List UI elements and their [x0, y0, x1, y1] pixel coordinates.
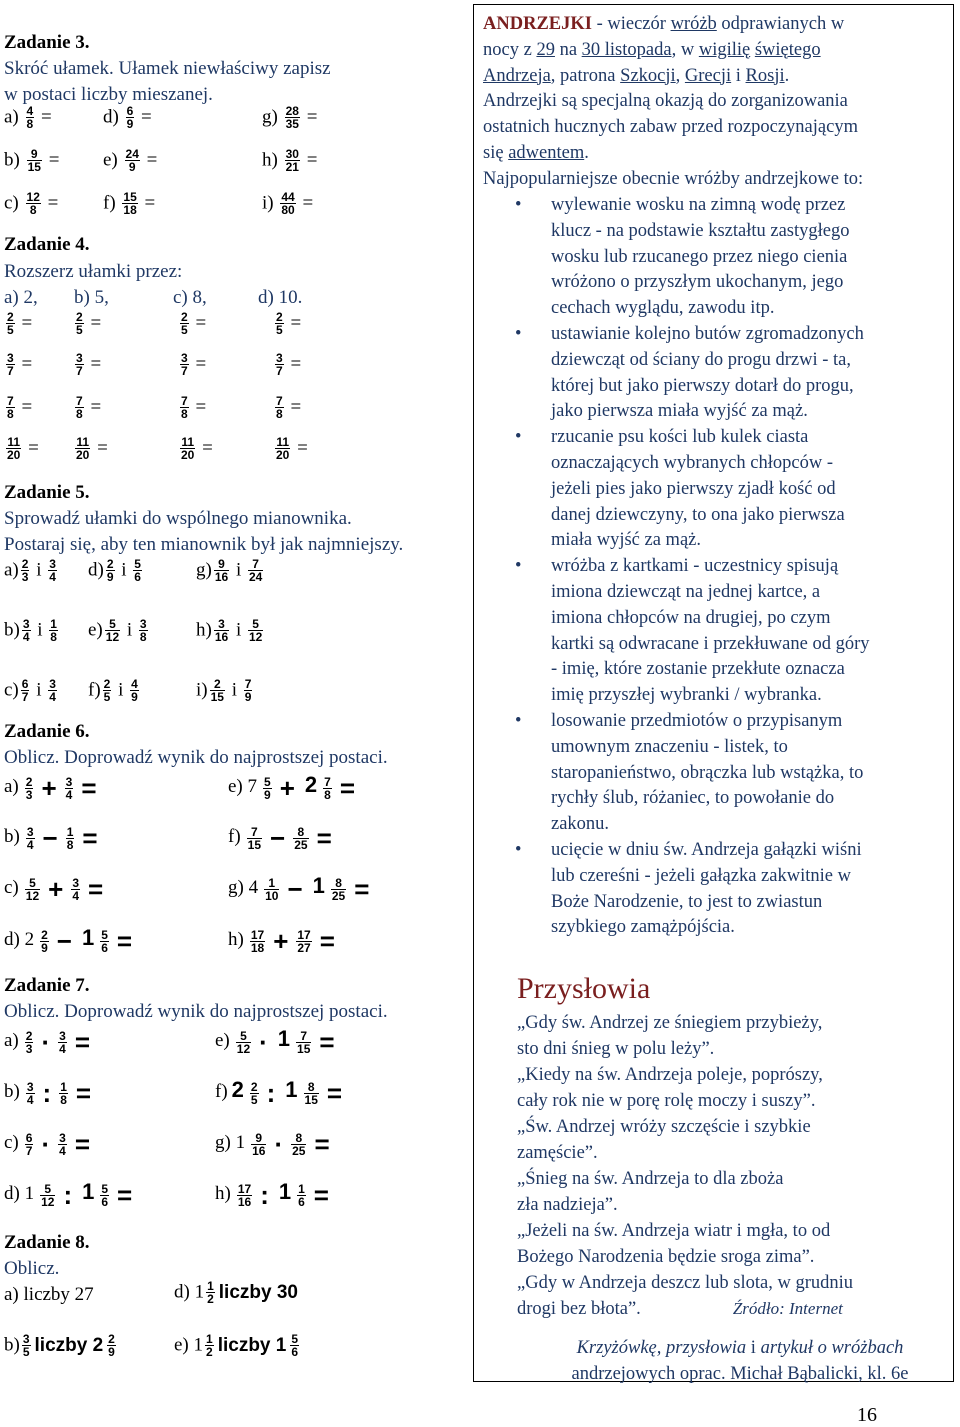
fraction: $\frac{2}{5}$ — [181, 310, 188, 337]
z4-item: $\frac{3}{7}$ = — [276, 351, 302, 378]
z5-item: c) $\frac{6}{7}$ i $\frac{3}{4}$ — [4, 677, 56, 704]
wrozba-item: • rzucanie psu kości lub kulek ciasta oznaczających wybranych chłopców - jeżeli pies jako pierwszy zjadł kość od danej dziewczyny, to ona jako pierwsza miała wyjść za mąż. — [515, 427, 845, 551]
fraction: $\frac{5}{12}$ — [105, 617, 120, 644]
z7-instruction: Oblicz. Doprowadź wynik do najprostszej postaci. — [4, 1001, 388, 1022]
wrozba-item: • ucięcie w dniu św. Andrzeja gałązki wiśni lub czereśni - jeżeli gałązka zakwitnie w Boże Narodzenie, to jest to zwiastun szybkiego zamążpójścia. — [515, 839, 862, 938]
fraction: $\frac{15}{18}$ — [123, 190, 137, 217]
z4-item: $\frac{7}{8}$ = — [276, 394, 302, 421]
z5-item: a) $\frac{2}{3}$ i $\frac{3}{4}$ — [4, 557, 56, 584]
fraction: $\frac{7}{8}$ — [7, 394, 14, 421]
z7-item-f: f) 2 $\frac{2}{5}$ : 1 $\frac{8}{15}$ = — [215, 1077, 343, 1108]
z5-item: g) $\frac{9}{16}$ i $\frac{7}{24}$ — [196, 557, 263, 584]
proverb-line: cały rok nie w porę rolę moczy i suszy”. — [517, 1091, 816, 1111]
z5-instruction-2: Postaraj się, aby ten mianownik był jak najmniejszy. — [4, 534, 404, 555]
bullet-icon: • — [515, 556, 522, 577]
z4-option-d: d) 10. — [258, 287, 303, 308]
andrzejki-article: ANDRZEJKI - wieczór wróżb odprawianych w nocy z 29 na 30 listopada, w wigilię świętego Andrzeja, patrona Szkocji, Grecji i Rosji. Andrzejki są specjalną okazją do zorganizowania ostatnich hucznych zabaw przed rozpoczynającym się adwentem. Najpopularniejsze obecnie wróżby andrzejkowe to: — [483, 14, 864, 189]
z3-item: c) $\frac{12}{8}$ = — [4, 190, 59, 217]
przyslowia-list — [517, 1010, 853, 1322]
fraction: $\frac{7}{24}$ — [248, 557, 263, 584]
z3-item: b) $\frac{9}{15}$ = — [4, 147, 60, 174]
z3-instruction-2: w postaci liczby mieszanej. — [4, 84, 213, 105]
fraction: $\frac{3}{7}$ — [7, 351, 14, 378]
fraction: $\frac{2}{5}$ — [7, 310, 14, 337]
z7-item-c: c) $\frac{6}{7}$ · $\frac{3}{4}$ = — [4, 1129, 90, 1159]
z7-item-a: a) $\frac{2}{3}$ · $\frac{3}{4}$ = — [4, 1027, 90, 1057]
fraction: $\frac{12}{8}$ — [26, 190, 40, 217]
z6-item-f: f) $\frac{7}{15}$ − $\frac{8}{25}$ = — [228, 823, 332, 853]
wrozba-item: • wróżba z kartkami - uczestnicy spisują imiona dziewcząt na jednej kartce, a imiona chłopców na drugiej, po czym kartki są odwracane i przekłuwane od góry - imię, które zostanie przekłute oznacza imię przyszłej wybranki / wybranka. — [515, 556, 870, 706]
wrozba-item: • losowanie przedmiotów o przypisanym umownym znaczeniu - listek, to staropanieństwo, obrączka lub wstążka, to rychły ślub, różaniec, to powołanie do zakonu. — [515, 710, 864, 835]
z6-item-b: b) $\frac{3}{4}$ − $\frac{1}{8}$ = — [4, 823, 98, 853]
fraction: $\frac{7}{8}$ — [181, 394, 188, 421]
fraction: $\frac{30}{21}$ — [285, 147, 299, 174]
z4-title: Zadanie 4. — [4, 234, 90, 255]
z4-option-a: a) 2, — [4, 287, 38, 308]
proverb-line: „Kiedy na św. Andrzeja poleje, poprószy, — [517, 1065, 823, 1085]
z5-item: e) $\frac{5}{12}$ i $\frac{3}{8}$ — [88, 617, 147, 644]
fraction: $\frac{2}{3}$ — [21, 557, 29, 584]
z4-item: $\frac{11}{20}$ = — [76, 435, 108, 462]
z5-instruction-1: Sprowadź ułamki do wspólnego mianownika. — [4, 508, 352, 529]
z7-title: Zadanie 7. — [4, 975, 90, 996]
z3-item: d) $\frac{6}{9}$ = — [103, 104, 152, 131]
z4-item: $\frac{3}{7}$ = — [76, 351, 102, 378]
z4-item: $\frac{7}{8}$ = — [7, 394, 33, 421]
z8-item-a: a) liczby 27 — [4, 1284, 94, 1305]
bullet-icon: • — [515, 710, 522, 731]
fraction: $\frac{2}{5}$ — [76, 310, 83, 337]
proverb-line: Bożego Narodzenia będzie sroga zima”. — [517, 1247, 815, 1267]
z3-item: g) $\frac{28}{35}$ = — [262, 104, 318, 131]
z7-item-h: h) $\frac{17}{16}$ : 1 $\frac{1}{6}$ = — [215, 1179, 329, 1210]
proverb-line: drogi bez błota”. Źródło: Internet — [517, 1299, 843, 1319]
z5-item: i) $\frac{2}{15}$ i $\frac{7}{9}$ — [196, 677, 252, 704]
z3-item: i) $\frac{44}{80}$ = — [262, 190, 314, 217]
proverb-line: „Gdy w Andrzeja deszcz lub slota, w grudniu — [517, 1273, 853, 1293]
z4-item: $\frac{11}{20}$ = — [181, 435, 213, 462]
z8-item-e: e) 1 $\frac{1}{2}$ liczby 1 $\frac{5}{6}$ — [174, 1332, 299, 1359]
z6-title: Zadanie 6. — [4, 721, 90, 742]
z8-item-d: d) 1 $\frac{1}{2}$ liczby 30 — [174, 1279, 298, 1306]
fraction: $\frac{9}{16}$ — [214, 557, 229, 584]
z4-item: $\frac{7}{8}$ = — [181, 394, 207, 421]
z3-item: h) $\frac{30}{21}$ = — [262, 147, 318, 174]
z6-item-c: c) $\frac{5}{12}$ + $\frac{3}{4}$ = — [4, 874, 104, 904]
proverb-line: zamęście”. — [517, 1143, 598, 1163]
wrozby-list — [515, 193, 951, 941]
fraction: $\frac{1}{8}$ — [50, 617, 57, 644]
z4-item: $\frac{3}{7}$ = — [181, 351, 207, 378]
z7-item-b: b) $\frac{3}{4}$ : $\frac{1}{8}$ = — [4, 1078, 92, 1108]
wrozba-item: • ustawianie kolejno butów zgromadzonych dziewcząt od ściany do progu drzwi - ta, której but jako pierwszy dotarł do progu, jako pierwsza miała wyjść za mąż. — [515, 323, 864, 422]
z7-item-e: e) $\frac{5}{12}$ · 1 $\frac{7}{15}$ = — [215, 1026, 335, 1057]
fraction: $\frac{5}{12}$ — [248, 617, 263, 644]
z5-title: Zadanie 5. — [4, 482, 90, 503]
fraction: $\frac{3}{4}$ — [49, 557, 56, 584]
fraction: $\frac{3}{8}$ — [139, 617, 147, 644]
fraction: $\frac{11}{20}$ — [276, 435, 290, 462]
z4-item: $\frac{11}{20}$ = — [276, 435, 308, 462]
z6-item-g: g) 4 $\frac{1}{10}$ − 1 $\frac{8}{25}$ = — [228, 873, 370, 904]
fraction: $\frac{3}{7}$ — [181, 351, 188, 378]
fraction: $\frac{11}{20}$ — [7, 435, 21, 462]
z4-option-c: c) 8, — [173, 287, 207, 308]
z4-item: $\frac{7}{8}$ = — [76, 394, 102, 421]
proverb-line: „Jeżeli na św. Andrzeja wiatr i mgła, to od — [517, 1221, 831, 1241]
fraction: $\frac{11}{20}$ — [181, 435, 195, 462]
z6-item-e: e) 7 $\frac{5}{9}$ + 2 $\frac{7}{8}$ = — [228, 772, 356, 803]
z6-item-h: h) $\frac{17}{18}$ + $\frac{17}{27}$ = — [228, 926, 335, 956]
z4-option-b: b) 5, — [74, 287, 109, 308]
fraction: $\frac{6}{9}$ — [126, 104, 134, 131]
z4-item: $\frac{2}{5}$ = — [7, 310, 33, 337]
fraction: $\frac{4}{8}$ — [26, 104, 34, 131]
z5-item: h) $\frac{3}{16}$ i $\frac{5}{12}$ — [196, 617, 263, 644]
proverb-line: „Św. Andrzej wróży szczęście i szybkie — [517, 1117, 811, 1137]
andrzejki-title: ANDRZEJKI — [483, 14, 592, 34]
z6-instruction: Oblicz. Doprowadź wynik do najprostszej postaci. — [4, 747, 388, 768]
z4-item: $\frac{2}{5}$ = — [276, 310, 302, 337]
fraction: $\frac{2}{15}$ — [210, 677, 224, 704]
z8-item-b: b) $\frac{3}{5}$ liczby 2 $\frac{2}{9}$ — [4, 1332, 115, 1359]
bullet-icon: • — [515, 839, 522, 860]
fraction: $\frac{2}{5}$ — [103, 677, 111, 704]
bullet-icon: • — [515, 427, 522, 448]
z4-instruction: Rozszerz ułamki przez: — [4, 261, 183, 282]
fraction: $\frac{28}{35}$ — [285, 104, 299, 131]
z3-instruction-1: Skróć ułamek. Ułamek niewłaściwy zapisz — [4, 58, 331, 79]
fraction: $\frac{3}{7}$ — [76, 351, 83, 378]
bullet-icon: • — [515, 195, 522, 215]
fraction: $\frac{3}{4}$ — [22, 617, 30, 644]
z5-item: b) $\frac{3}{4}$ i $\frac{1}{8}$ — [4, 617, 57, 644]
z3-item: a) $\frac{4}{8}$ = — [4, 104, 52, 131]
proverb-line: zła nadzieja”. — [517, 1195, 618, 1215]
z4-item: $\frac{2}{5}$ = — [181, 310, 207, 337]
fraction: $\frac{44}{80}$ — [281, 190, 295, 217]
fraction: $\frac{7}{8}$ — [76, 394, 83, 421]
przyslowia-title: Przysłowia — [517, 972, 651, 1005]
wrozba-item: • wylewanie wosku na zimną wodę przez klucz - na podstawie kształtu zastygłego wosku lub rzucanego przez niego cienia wróżono o przyszłym ukochanym, jego cechach wyglądu, zawodu itp. — [515, 195, 850, 319]
z4-item: $\frac{3}{7}$ = — [7, 351, 33, 378]
z4-item: $\frac{2}{5}$ = — [76, 310, 102, 337]
fraction: $\frac{2}{5}$ — [276, 310, 283, 337]
z7-item-d: d) 1 $\frac{5}{12}$ : 1 $\frac{5}{6}$ = — [4, 1179, 133, 1210]
fraction: $\frac{7}{8}$ — [276, 394, 283, 421]
z3-item: f) $\frac{15}{18}$ = — [103, 190, 156, 217]
source-note: Źródło: Internet — [732, 1299, 843, 1318]
fraction: $\frac{4}{9}$ — [131, 677, 138, 704]
z8-instruction: Oblicz. — [4, 1258, 60, 1279]
page-number: 16 — [857, 1404, 877, 1426]
fraction: $\frac{2}{9}$ — [106, 557, 114, 584]
z5-item: d) $\frac{2}{9}$ i $\frac{5}{6}$ — [88, 557, 141, 584]
z5-item: f) $\frac{2}{5}$ i $\frac{4}{9}$ — [88, 677, 138, 704]
proverb-line: „Śnieg na św. Andrzeja to dla zboża — [517, 1169, 784, 1189]
z4-item: $\frac{11}{20}$ = — [7, 435, 39, 462]
fraction: $\frac{3}{7}$ — [276, 351, 283, 378]
z7-item-g: g) 1 $\frac{9}{16}$ · $\frac{8}{25}$ = — [215, 1129, 330, 1159]
z8-title: Zadanie 8. — [4, 1232, 90, 1253]
fraction: $\frac{11}{20}$ — [76, 435, 90, 462]
credit: Krzyżówkę, przysłowia i artykuł o wróżbach andrzejowych oprac. Michał Bąbalicki, kl. 6e — [571, 1338, 909, 1384]
fraction: $\frac{7}{9}$ — [244, 677, 252, 704]
fraction: $\frac{24}{9}$ — [125, 147, 139, 174]
proverb-line: sto dni śnieg w polu leży”. — [517, 1039, 715, 1059]
bullet-icon: • — [515, 323, 522, 344]
z6-item-a: a) $\frac{2}{3}$ + $\frac{3}{4}$ = — [4, 773, 97, 803]
fraction: $\frac{9}{15}$ — [27, 147, 41, 174]
proverb-line: „Gdy św. Andrzej ze śniegiem przybieży, — [517, 1013, 823, 1033]
fraction: $\frac{3}{4}$ — [49, 677, 56, 704]
fraction: $\frac{3}{16}$ — [214, 617, 229, 644]
fraction: $\frac{6}{7}$ — [21, 677, 29, 704]
z6-item-d: d) 2 $\frac{2}{9}$ − 1 $\frac{5}{6}$ = — [4, 925, 133, 956]
z3-title: Zadanie 3. — [4, 32, 90, 53]
fraction: $\frac{5}{6}$ — [134, 557, 141, 584]
z3-item: e) $\frac{24}{9}$ = — [103, 147, 158, 174]
